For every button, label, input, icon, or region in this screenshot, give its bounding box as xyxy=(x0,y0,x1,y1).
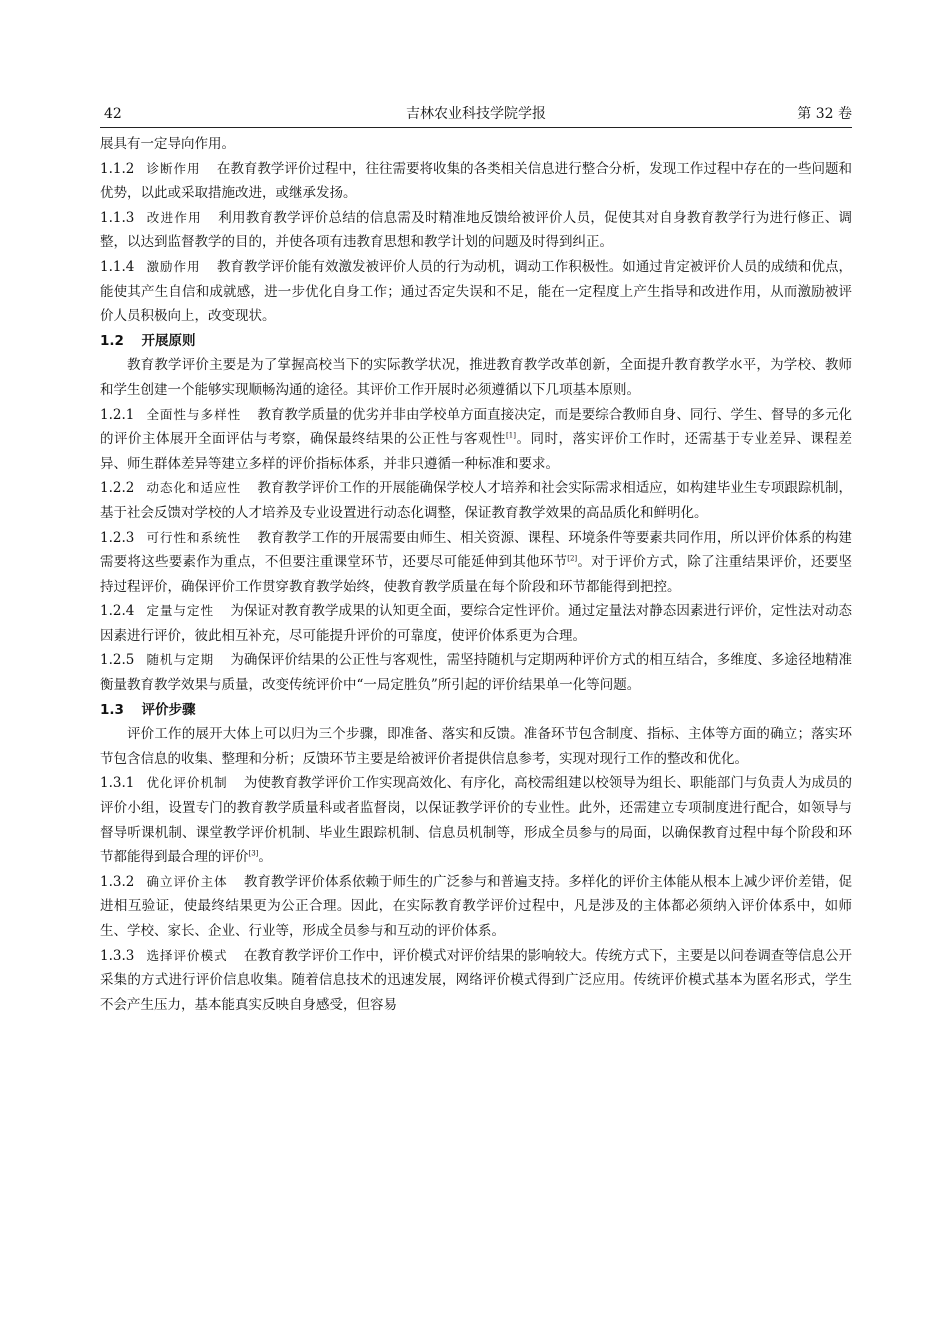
subsection-number: 1.2.5 xyxy=(100,652,135,669)
subsection-text: 利用教育教学评价总结的信息需及时精准地反馈给被评价人员，促使其对自身教育教学行为进行修正、调整，以达到监督教学的目的，并使各项有违教育思想和教学计划的问题及时得到纠正。 xyxy=(100,209,852,251)
subsection-number: 1.2.1 xyxy=(100,406,135,423)
subsection-number: 1.3.1 xyxy=(100,775,135,792)
subsection-text: 。对于评价方式，除了注重结果评价，还要坚持过程评价，确保评价工作贯穿教育教学始终，使教育教学质量在每个阶段和环节都能得到把控。 xyxy=(100,554,852,595)
subsection-text: 在教育教学评价工作中，评价模式对评价结果的影响较大。传统方式下，主要是以问卷调查等信息公开采集的方式进行评价信息收集。随着信息技术的迅速发展，网络评价模式得到广泛应用。传统评价模式基本为匿名形式，学生不会产生压力，基本能真实反映自身感受，但容易 xyxy=(100,947,852,1013)
subsection-number: 1.3.2 xyxy=(100,873,135,890)
subsection-1-1-3 xyxy=(100,206,852,255)
subsection-keyword: 优化评价机制 xyxy=(146,775,228,791)
section-title: 评价步骤 xyxy=(141,701,196,718)
subsection-number: 1.1.3 xyxy=(100,209,135,226)
subsection-keyword: 诊断作用 xyxy=(146,160,201,176)
subsection-1-3-2 xyxy=(100,870,852,944)
subsection-keyword: 可行性和系统性 xyxy=(146,529,242,545)
subsection-1-2-2 xyxy=(100,476,852,525)
section-number: 1.3 xyxy=(100,701,124,718)
subsection-number: 1.2.3 xyxy=(100,529,135,546)
subsection-keyword: 随机与定期 xyxy=(146,652,215,668)
subsection-text: 在教育教学评价过程中，往往需要将收集的各类相关信息进行整合分析，发现工作过程中存在的一些问题和优势，以此或采取措施改进，或继承发扬。 xyxy=(100,160,852,202)
subsection-text: 。 xyxy=(258,849,272,866)
subsection-1-1-2 xyxy=(100,157,852,206)
subsection-1-2-5 xyxy=(100,648,852,697)
subsection-keyword: 选择评价模式 xyxy=(146,947,228,963)
subsection-1-3-3 xyxy=(100,944,852,1018)
subsection-1-1-4 xyxy=(100,255,852,329)
section-heading-1-3 xyxy=(100,698,852,723)
subsection-text: 教育教学评价能有效激发被评价人员的行为动机，调动工作积极性。如通过肯定被评价人员的成绩和优点，能使其产生自信和成就感，进一步优化自身工作；通过否定失误和不足，能在一定程度上产生指导和改进作用，从而激励被评价人员积极向上，改变现状。 xyxy=(100,258,852,325)
paragraph-1-2: 教育教学评价主要是为了掌握高校当下的实际教学状况，推进教育教学改革创新，全面提升教育教学水平，为学校、教师和学生创建一个能够实现顺畅沟通的途径。其评价工作开展时必须遵循以下几项基本原则。 xyxy=(100,357,852,398)
subsection-keyword: 全面性与多样性 xyxy=(146,406,242,422)
section-number: 1.2 xyxy=(100,332,124,349)
subsection-keyword: 动态化和适应性 xyxy=(146,480,242,496)
journal-page xyxy=(100,104,852,1017)
header-rule xyxy=(100,127,852,128)
subsection-text: 教育教学质量的优劣并非由学校单方面直接决定，而是要综合教师自身、同行、学生、督导的多元化的评价主体展开全面评估与考察，确保最终结果的公正性与客观性 xyxy=(100,406,852,448)
subsection-text: 为确保评价结果的公正性与客观性，需坚持随机与定期两种评价方式的相互结合，多维度、多途径地精准衡量教育教学效果与质量，改变传统评价中“一局定胜负”所引起的评价结果单一化等问题。 xyxy=(100,652,852,694)
paragraph-1-3: 评价工作的展开大体上可以归为三个步骤，即准备、落实和反馈。准备环节包含制度、指标、主体等方面的确立；落实环节包含信息的收集、整理和分析；反馈环节主要是给被评价者提供信息参考，实现对现行工作的整改和优化。 xyxy=(100,726,852,767)
subsection-text: 教育教学评价体系依赖于师生的广泛参与和普遍支持。多样化的评价主体能从根本上减少评价差错，促进相互验证，使最终结果更为公正合理。因此，在实际教育教学评价过程中，凡是涉及的主体都必须纳入评价体系中，如师生、学校、家长、企业、行业等，形成全员参与和互动的评价体系。 xyxy=(100,873,852,939)
section-heading-1-2 xyxy=(100,329,852,354)
subsection-1-3-1 xyxy=(100,771,852,869)
subsection-text: 为保证对教育教学成果的认知更全面，要综合定性评价。通过定量法对静态因素进行评价，定性法对动态因素进行评价，彼此相互补充，尽可能提升评价的可靠度，使评价体系更为合理。 xyxy=(100,603,852,644)
citation-ref: [1] xyxy=(506,431,516,440)
subsection-number: 1.2.4 xyxy=(100,603,135,620)
section-title: 开展原则 xyxy=(141,332,196,349)
subsection-1-2-1 xyxy=(100,403,852,477)
journal-title: 吉林农业科技学院学报 xyxy=(406,106,546,122)
subsection-text: 为使教育教学评价工作实现高效化、有序化，高校需组建以校领导为组长、职能部门与负责人为成员的评价小组，设置专门的教育教学质量科或者监督岗，以保证教学评价的专业性。此外，还需建立专项制度进行配合，如领导与督导听课机制、课堂教学评价机制、毕业生跟踪机制、信息员机制等，形成全员参与的局面，以确保教育过程中每个阶段和环节都能得到最合理的评价 xyxy=(100,775,852,866)
running-header xyxy=(100,104,852,124)
subsection-number: 1.3.3 xyxy=(100,947,135,964)
subsection-text: 教育教学评价工作的开展能确保学校人才培养和社会实际需求相适应，如构建毕业生专项跟踪机制，基于社会反馈对学校的人才培养及专业设置进行动态化调整，保证教育教学效果的高品质化和鲜明化。 xyxy=(100,480,852,521)
subsection-number: 1.2.2 xyxy=(100,480,135,497)
citation-ref: [3] xyxy=(248,849,259,858)
volume-label: 第 32 卷 xyxy=(797,106,852,122)
subsection-number: 1.1.2 xyxy=(100,160,135,177)
subsection-text: 教育教学工作的开展需要由师生、相关资源、课程、环境条件等要素共同作用，所以评价体系的构建需要将这些要素作为重点，不但要注重课堂环节，还要尽可能延伸到其他环节 xyxy=(100,529,852,571)
subsection-number: 1.1.4 xyxy=(100,258,135,275)
subsection-text: 。同时，落实评价工作时，还需基于专业差异、课程差异、师生群体差异等建立多样的评价指标体系，并非只遵循一种标准和要求。 xyxy=(100,431,853,472)
citation-ref: [2] xyxy=(567,554,578,563)
article-body xyxy=(100,132,852,1017)
subsection-1-2-4 xyxy=(100,599,852,648)
subsection-keyword: 激励作用 xyxy=(146,258,201,274)
subsection-keyword: 定量与定性 xyxy=(146,603,215,619)
subsection-keyword: 确立评价主体 xyxy=(146,873,228,889)
subsection-1-2-3 xyxy=(100,526,852,600)
subsection-keyword: 改进作用 xyxy=(146,209,202,225)
paragraph-continuation: 展具有一定导向作用。 xyxy=(100,136,235,152)
page-number: 42 xyxy=(104,106,122,122)
